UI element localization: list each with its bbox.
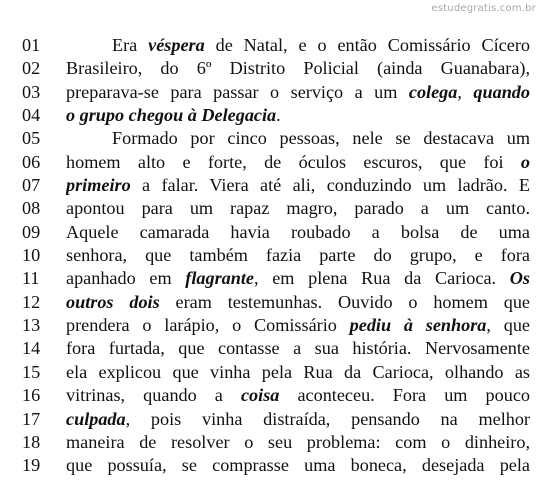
passage-line	[0, 127, 546, 150]
site-watermark: estudegratis.com.br	[431, 3, 536, 14]
line-number: 14	[22, 338, 41, 359]
line-text	[66, 314, 530, 337]
text-segment: aconteceu. Fora um pouco	[279, 385, 530, 406]
text-segment: vitrinas, quando a	[66, 385, 241, 406]
emphasized-text: outros dois	[66, 291, 160, 312]
line-text	[66, 174, 530, 197]
text-segment: que possuía, se comprasse uma boneca, desejada pela	[66, 455, 530, 476]
line-text	[66, 104, 530, 127]
text-segment: , em plena Rua da Carioca.	[253, 268, 510, 289]
passage-line	[0, 244, 546, 267]
emphasized-text: o grupo chegou à Delegacia	[66, 105, 277, 126]
line-text	[66, 151, 530, 174]
line-text	[66, 57, 530, 80]
line-number: 04	[22, 105, 41, 126]
emphasized-text: primeiro	[66, 175, 131, 196]
passage-line	[0, 197, 546, 220]
text-segment: , que	[486, 315, 530, 336]
passage-line	[0, 408, 546, 431]
line-number: 03	[22, 81, 41, 102]
text-segment: ela explicou que vinha pela Rua da Carioca, olhando as	[66, 361, 530, 382]
text-segment: a falar. Viera até ali, conduzindo um ladrão. E	[130, 175, 530, 196]
text-segment: de Natal, e o então Comissário Cícero	[204, 35, 530, 55]
text-segment: apanhado em	[66, 268, 186, 289]
text-segment: preparava-se para passar o serviço a um	[66, 81, 409, 102]
passage-line	[0, 104, 546, 127]
line-number: 16	[22, 385, 41, 406]
passage-line	[0, 454, 546, 477]
emphasized-text: colega	[408, 81, 458, 102]
passage-line	[0, 81, 546, 104]
line-number: 09	[22, 221, 41, 242]
passage-line	[0, 267, 546, 290]
line-number: 10	[22, 245, 41, 266]
passage-line	[0, 174, 546, 197]
line-number: 13	[22, 315, 41, 336]
passage-line	[0, 221, 546, 244]
line-text	[66, 244, 530, 267]
emphasized-text: véspera	[148, 35, 205, 55]
line-text	[66, 337, 530, 360]
text-segment: fora furtada, que contasse a sua história. Nervosamente	[66, 338, 530, 359]
line-text	[66, 408, 530, 431]
passage-line	[0, 57, 546, 80]
line-text	[66, 81, 530, 104]
text-segment: maneira de resolver o seu problema: com o dinheiro,	[66, 431, 530, 452]
line-number: 15	[22, 361, 41, 382]
line-text	[66, 431, 530, 454]
text-segment: .	[276, 105, 281, 126]
text-segment: apontou para um rapaz magro, parado a um canto.	[66, 198, 530, 219]
line-number: 06	[22, 151, 41, 172]
numbered-passage	[0, 34, 546, 478]
passage-line	[0, 291, 546, 314]
line-text	[66, 34, 530, 57]
line-number: 17	[22, 408, 41, 429]
line-text	[66, 454, 530, 477]
line-number: 02	[22, 58, 41, 79]
line-number: 19	[22, 455, 41, 476]
line-text	[66, 221, 530, 244]
passage-line	[0, 431, 546, 454]
line-text	[66, 127, 530, 150]
emphasized-text: Os	[509, 268, 530, 289]
text-segment: Aquele camarada havia roubado a bolsa de uma	[66, 221, 530, 242]
text-segment: senhora, que também fazia parte do grupo, e fora	[66, 245, 530, 266]
text-segment: eram testemunhas. Ouvido o homem que	[159, 291, 530, 312]
text-segment: homem alto e forte, de óculos escuros, que foi	[66, 151, 521, 172]
line-text	[66, 361, 530, 384]
passage-line	[0, 314, 546, 337]
line-number: 08	[22, 198, 41, 219]
emphasized-text: culpada	[66, 408, 126, 429]
passage-line	[0, 384, 546, 407]
emphasized-text: coisa	[240, 385, 280, 406]
line-number: 07	[22, 175, 41, 196]
line-text	[66, 197, 530, 220]
line-number: 05	[22, 128, 41, 149]
emphasized-text: quando	[473, 81, 530, 102]
line-text	[66, 267, 530, 290]
line-text	[66, 384, 530, 407]
text-segment: Formado por cinco pessoas, nele se destacava um	[112, 128, 530, 149]
passage-line	[0, 361, 546, 384]
emphasized-text: flagrante	[185, 268, 254, 289]
line-number: 11	[22, 268, 40, 289]
passage-line	[0, 151, 546, 174]
line-number: 01	[22, 35, 41, 55]
emphasized-text: o	[520, 151, 530, 172]
text-segment: Brasileiro, do 6º Distrito Policial (ainda Guanabara),	[66, 58, 530, 79]
emphasized-text: pediu à senhora	[349, 315, 487, 336]
text-segment: prendera o larápio, o Comissário	[66, 315, 350, 336]
line-number: 18	[22, 431, 41, 452]
text-segment: ,	[457, 81, 474, 102]
text-segment: , pois vinha distraída, pensando na melhor	[125, 408, 530, 429]
line-text	[66, 291, 530, 314]
passage-line	[0, 337, 546, 360]
passage-line	[0, 34, 546, 57]
line-number: 12	[22, 291, 41, 312]
text-segment: Era	[112, 35, 149, 55]
